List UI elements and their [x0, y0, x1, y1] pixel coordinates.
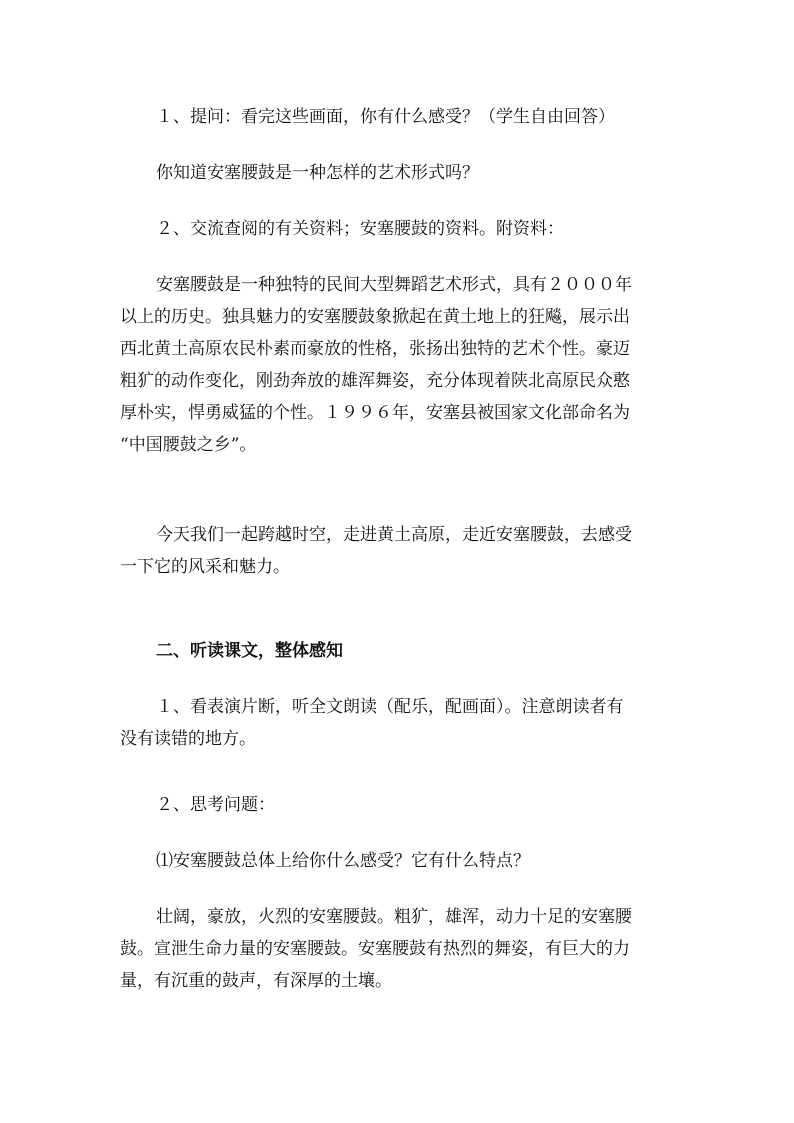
text-line: 一下它的风采和魅力。: [120, 557, 290, 577]
today-paragraph: [120, 519, 680, 583]
text-line: “中国腰鼓之乡”。: [120, 435, 257, 455]
question-1-follow: 你知道安塞腰鼓是一种怎样的艺术形式吗？: [156, 163, 479, 183]
section-2-subquestion-1: ⑴安塞腰鼓总体上给你什么感受？它有什么特点？: [156, 851, 530, 871]
text-line: 壮阔，豪放，火烈的安塞腰鼓。粗犷，雄浑，动力十足的安塞腰: [156, 907, 632, 927]
text-line: 安塞腰鼓是一种独特的民间大型舞蹈艺术形式，具有２０００年: [156, 275, 632, 295]
material-paragraph: [120, 269, 680, 461]
text-line: 粗犷的动作变化，刚劲奔放的雄浑舞姿，充分体现着陕北高原民众憨: [120, 371, 630, 391]
text-line: 今天我们一起跨越时空，走进黄土高原，走近安塞腰鼓，去感受: [156, 525, 632, 545]
question-2: ２、交流查阅的有关资料；安塞腰鼓的资料。附资料：: [156, 219, 564, 239]
text-line: 以上的历史。独具魅力的安塞腰鼓象掀起在黄土地上的狂飚，展示出: [120, 307, 630, 327]
section-2-heading: 二、听读课文，整体感知: [156, 641, 343, 661]
question-1: １、提问：看完这些画面，你有什么感受？（学生自由回答）: [156, 107, 615, 127]
text-line: 没有读错的地方。: [120, 729, 256, 749]
answer-paragraph: [120, 901, 680, 997]
section-2-item-1: [120, 691, 680, 755]
text-line: 厚朴实，悍勇威猛的个性。１９９６年，安塞县被国家文化部命名为: [120, 403, 630, 423]
text-line: 量，有沉重的鼓声，有深厚的土壤。: [120, 971, 392, 991]
text-line: 西北黄土高原农民朴素而豪放的性格，张扬出独特的艺术个性。豪迈: [120, 339, 630, 359]
text-line: １、看表演片断，听全文朗读（配乐，配画面）。注意朗读者有: [156, 697, 624, 717]
text-line: 鼓。宣泄生命力量的安塞腰鼓。安塞腰鼓有热烈的舞姿，有巨大的力: [120, 939, 630, 959]
section-2-item-2: ２、思考问题：: [156, 795, 275, 815]
